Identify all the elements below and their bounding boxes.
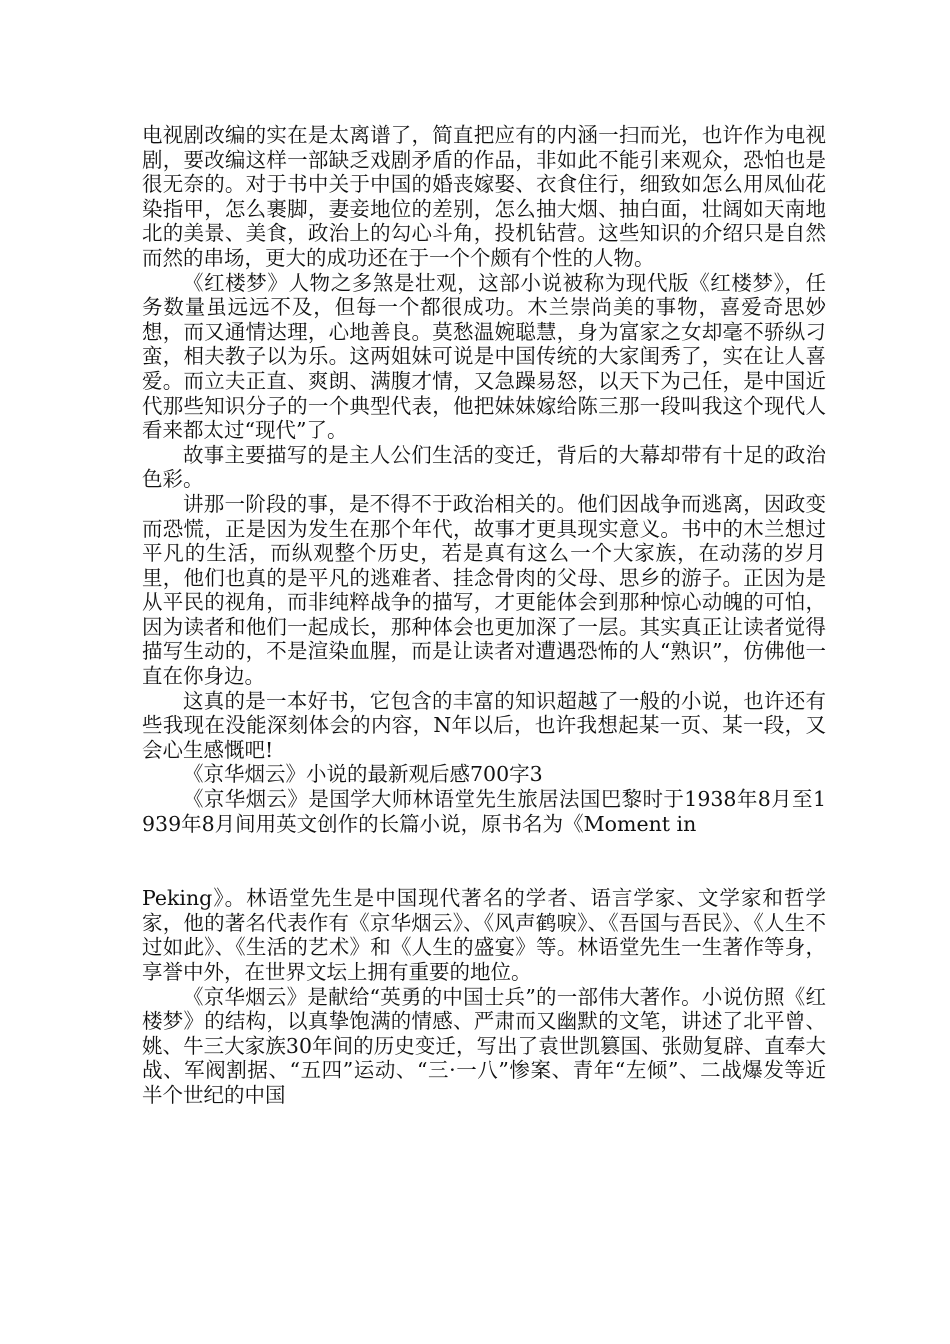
paragraph-dedication: 《京华烟云》是献给“英勇的中国士兵”的一部伟大著作。小说仿照《红楼梦》的结构，以真挚饱满的情感、严肃而又幽默的文笔，讲述了北平曾、姚、牛三大家族30年间的历史变迁，写出了袁世凯篡国、张勋复辟、直奉大战、军阀割据、“五四”运动、“三·一八”惨案、青年“左倾”、二战爆发等近半个世纪的中国	[142, 984, 826, 1107]
paragraph-author-intro: Peking》。林语堂先生是中国现代著名的学者、语言学家、文学家和哲学家，他的著名代表作有《京华烟云》、《风声鹤唳》、《吾国与吾民》、《人生不过如此》、《生活的艺术》和《人生的盛宴》等。林语堂先生一生著作等身，享誉中外，在世界文坛上拥有重要的地位。	[142, 886, 826, 984]
document-page	[142, 123, 826, 1108]
paragraph-good-book: 这真的是一本好书，它包含的丰富的知识超越了一般的小说，也许还有些我现在没能深刻体会的内容，N年以后，也许我想起某一页、某一段，又会心生感慨吧!	[142, 688, 826, 762]
paragraph-story-changes: 故事主要描写的是主人公们生活的变迁，背后的大幕却带有十足的政治色彩。	[142, 442, 826, 492]
body-text-after	[142, 886, 826, 1107]
paragraph-gap	[142, 836, 826, 886]
body-text-before	[142, 123, 826, 836]
section-heading: 《京华烟云》小说的最新观后感700字3	[183, 762, 543, 787]
paragraph-book-origin: 《京华烟云》是国学大师林语堂先生旅居法国巴黎时于1938年8月至1939年8月间用英文创作的长篇小说，原书名为《Moment in	[142, 787, 826, 836]
paragraph-characters: 《红楼梦》人物之多煞是壮观，这部小说被称为现代版《红楼梦》，任务数量虽远远不及，但每一个都很成功。木兰崇尚美的事物，喜爱奇思妙想，而又通情达理，心地善良。莫愁温婉聪慧，身为富家之女却毫不骄纵刁蛮，相夫教子以为乐。这两姐妹可说是中国传统的大家闺秀了，实在让人喜爱。而立夫正直、爽朗、满腹才情，又急躁易怒，以天下为己任，是中国近代那些知识分子的一个典型代表，他把妹妹嫁给陈三那一段叫我这个现代人看来都太过“现代”了。	[142, 270, 826, 443]
paragraph-politics: 讲那一阶段的事，是不得不于政治相关的。他们因战争而逃离，因政变而恐慌，正是因为发生在那个年代，故事才更具现实意义。书中的木兰想过平凡的生活，而纵观整个历史，若是真有这么一个大家族，在动荡的岁月里，他们也真的是平凡的逃难者、挂念骨肉的父母、思乡的游子。正因为是从平民的视角，而非纯粹战争的描写，才更能体会到那种惊心动魄的可怕，因为读者和他们一起成长，那种体会也更加深了一层。其实真正让读者觉得描写生动的，不是渲染血腥，而是让读者对遭遇恐怖的人“熟识”，仿佛他一直在你身边。	[142, 491, 826, 689]
paragraph-tv-adaptation: 电视剧改编的实在是太离谱了，简直把应有的内涵一扫而光，也许作为电视剧，要改编这样一部缺乏戏剧矛盾的作品，非如此不能引来观众，恐怕也是很无奈的。对于书中关于中国的婚丧嫁娶、衣食住行，细致如怎么用凤仙花染指甲，怎么裹脚，妻妾地位的差别，怎么抽大烟、抽白面，壮阔如天南地北的美景、美食，政治上的勾心斗角，投机钻营。这些知识的介绍只是自然而然的串场，更大的成功还在于一个个颇有个性的人物。	[142, 123, 826, 270]
